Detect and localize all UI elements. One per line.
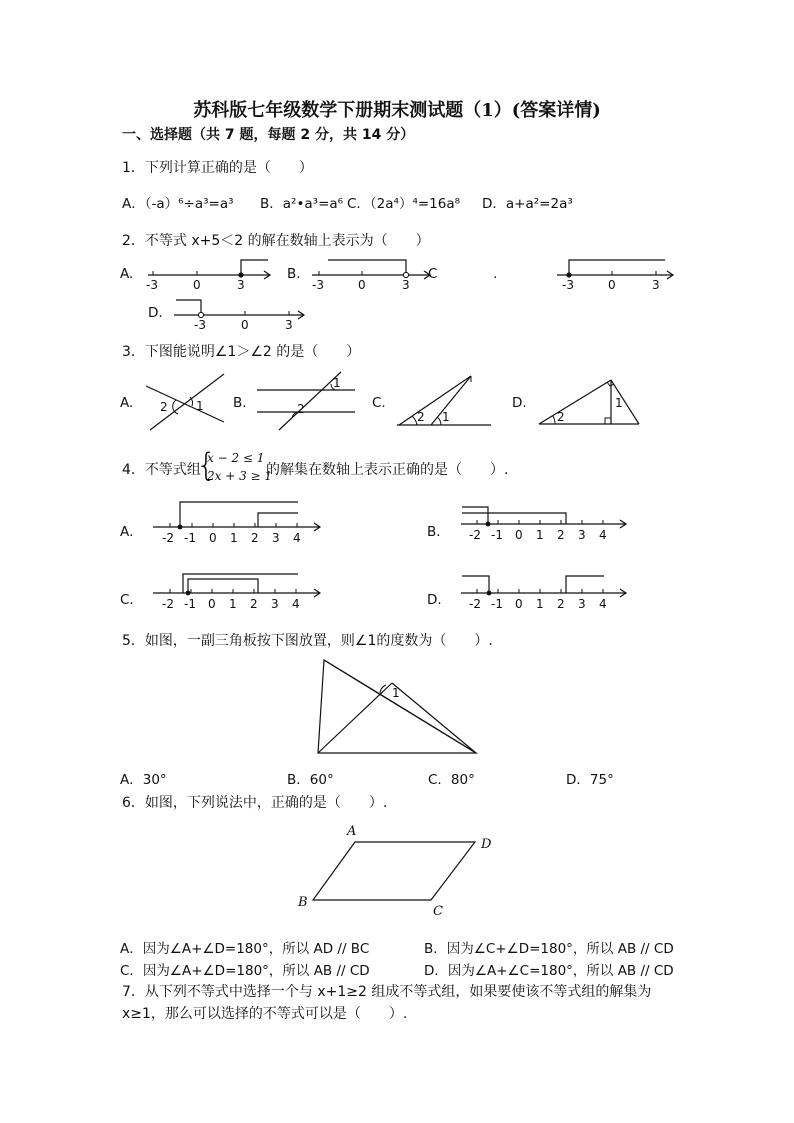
q3-label-a: A. [120, 395, 134, 411]
svg-text:-3: -3 [562, 278, 574, 292]
svg-text:4: 4 [292, 597, 300, 611]
q7-stem-line1: 7．从下列不等式中选择一个与 x+1≥2 组成不等式组，如果要使该不等式组的解集为 [122, 984, 652, 1000]
q3-figure-c [395, 370, 495, 432]
svg-text:-3: -3 [146, 278, 158, 292]
q6-option-b: B．因为∠C+∠D=180°，所以 AB // CD [424, 941, 674, 957]
q4-number-line-d [458, 566, 633, 616]
svg-text:-2: -2 [162, 531, 174, 545]
q4-label-d: D． [427, 592, 451, 608]
q4-inequality-2: 2x + 3 ≥ 1 [207, 469, 273, 483]
q7-stem-line2: x≥1，那么可以选择的不等式可以是（ ）. [122, 1006, 408, 1022]
q4-stem-prefix: 4．不等式组 [122, 462, 201, 478]
q5-option-a: A．30° [120, 772, 167, 788]
svg-text:4: 4 [293, 531, 301, 545]
q3-label-b: B. [233, 395, 247, 411]
q3-figure-b [255, 370, 360, 432]
svg-text:1: 1 [392, 686, 400, 700]
q4-number-line-c [150, 566, 325, 616]
svg-text:-3: -3 [312, 278, 324, 292]
svg-text:2: 2 [297, 402, 305, 416]
q3-label-c: C. [372, 395, 386, 411]
svg-text:-1: -1 [491, 528, 503, 542]
svg-text:3: 3 [237, 278, 245, 292]
q4-stem-suffix: 的解集在数轴上表示正确的是（ ）. [266, 462, 509, 478]
q4-number-line-a [150, 498, 325, 548]
q1-stem: 1．下列计算正确的是（ ） [122, 160, 313, 176]
q2-label-c-dot: . [493, 266, 498, 282]
q6-option-c: C．因为∠A+∠D=180°，所以 AB // CD [120, 963, 370, 979]
q3-stem: 3．下图能说明∠1＞∠2 的是（ ） [122, 344, 361, 360]
svg-text:1: 1 [536, 597, 544, 611]
q2-stem: 2．不等式 x+5＜2 的解在数轴上表示为（ ） [122, 233, 430, 249]
q5-option-b: B．60° [287, 772, 334, 788]
svg-text:3: 3 [272, 531, 280, 545]
svg-text:2: 2 [251, 531, 259, 545]
svg-text:3: 3 [578, 597, 586, 611]
svg-text:1: 1 [615, 396, 623, 410]
svg-text:-1: -1 [491, 597, 503, 611]
svg-text:-1: -1 [184, 531, 196, 545]
svg-text:4: 4 [599, 528, 607, 542]
q6-option-a: A．因为∠A+∠D=180°，所以 AD // BC [120, 941, 370, 957]
q2-number-line-d [172, 295, 312, 335]
q2-label-d: D. [148, 305, 163, 321]
svg-text:3: 3 [578, 528, 586, 542]
svg-text:-3: -3 [194, 318, 206, 332]
q1-option-b: B．a²•a³=a⁶ [260, 196, 344, 212]
q4-brace: { [196, 446, 217, 484]
svg-text:2: 2 [557, 528, 565, 542]
q6-parallelogram-figure [295, 820, 505, 920]
q1-option-c: C．（2a⁴）⁴=16a⁸ [347, 196, 461, 212]
q3-figure-a [140, 370, 230, 432]
svg-text:-2: -2 [162, 597, 174, 611]
q2-number-line-a [140, 255, 280, 295]
q2-label-b: B. [287, 266, 301, 282]
svg-text:4: 4 [599, 597, 607, 611]
svg-text:C: C [433, 904, 443, 919]
q5-option-d: D．75° [566, 772, 614, 788]
svg-text:A: A [347, 824, 357, 839]
section-heading: 一、选择题（共 7 题，每题 2 分，共 14 分） [122, 127, 415, 143]
q2-label-c: C [428, 266, 438, 282]
svg-text:1: 1 [442, 410, 450, 424]
svg-text:3: 3 [285, 318, 293, 332]
q2-number-line-c [555, 255, 680, 295]
svg-text:D: D [481, 837, 492, 852]
q4-label-b: B． [427, 524, 450, 540]
q1-option-a: A．（-a）⁶÷a³=a³ [122, 196, 234, 212]
q6-stem: 6．如图，下列说法中，正确的是（ ）. [122, 795, 388, 811]
svg-text:1: 1 [196, 399, 204, 413]
svg-text:0: 0 [608, 278, 616, 292]
svg-text:3: 3 [402, 278, 410, 292]
svg-text:-2: -2 [469, 528, 481, 542]
svg-text:2: 2 [250, 597, 258, 611]
svg-text:2: 2 [160, 400, 168, 414]
q1-option-d: D．a+a²=2a³ [482, 196, 573, 212]
svg-text:3: 3 [271, 597, 279, 611]
svg-text:1: 1 [230, 531, 238, 545]
svg-text:2: 2 [557, 410, 565, 424]
svg-text:2: 2 [557, 597, 565, 611]
svg-text:1: 1 [229, 597, 237, 611]
svg-text:0: 0 [193, 278, 201, 292]
svg-text:3: 3 [652, 278, 660, 292]
q3-figure-d [535, 370, 645, 432]
q4-label-a: A． [120, 524, 143, 540]
svg-text:0: 0 [358, 278, 366, 292]
q4-inequality-1: x − 2 ≤ 1 [207, 451, 265, 465]
svg-text:2: 2 [417, 410, 425, 424]
svg-text:1: 1 [333, 376, 341, 390]
svg-text:-1: -1 [184, 597, 196, 611]
q6-option-d: D．因为∠A+∠C=180°，所以 AB // CD [424, 963, 674, 979]
q4-number-line-b [458, 498, 633, 548]
svg-text:1: 1 [536, 528, 544, 542]
q4-label-c: C． [120, 592, 143, 608]
svg-text:B: B [298, 895, 308, 910]
svg-text:0: 0 [515, 597, 523, 611]
page-title: 苏科版七年级数学下册期末测试题（1）(答案详情) [193, 100, 601, 121]
q5-triangle-figure [312, 655, 482, 760]
svg-text:0: 0 [515, 528, 523, 542]
svg-text:-2: -2 [469, 597, 481, 611]
svg-text:0: 0 [241, 318, 249, 332]
svg-text:0: 0 [208, 597, 216, 611]
q3-label-d: D. [512, 395, 527, 411]
svg-text:0: 0 [209, 531, 217, 545]
q5-stem: 5．如图，一副三角板按下图放置，则∠1的度数为（ ）. [122, 633, 493, 649]
q2-label-a: A. [120, 266, 134, 282]
q5-option-c: C．80° [428, 772, 475, 788]
q2-number-line-b [306, 255, 436, 295]
